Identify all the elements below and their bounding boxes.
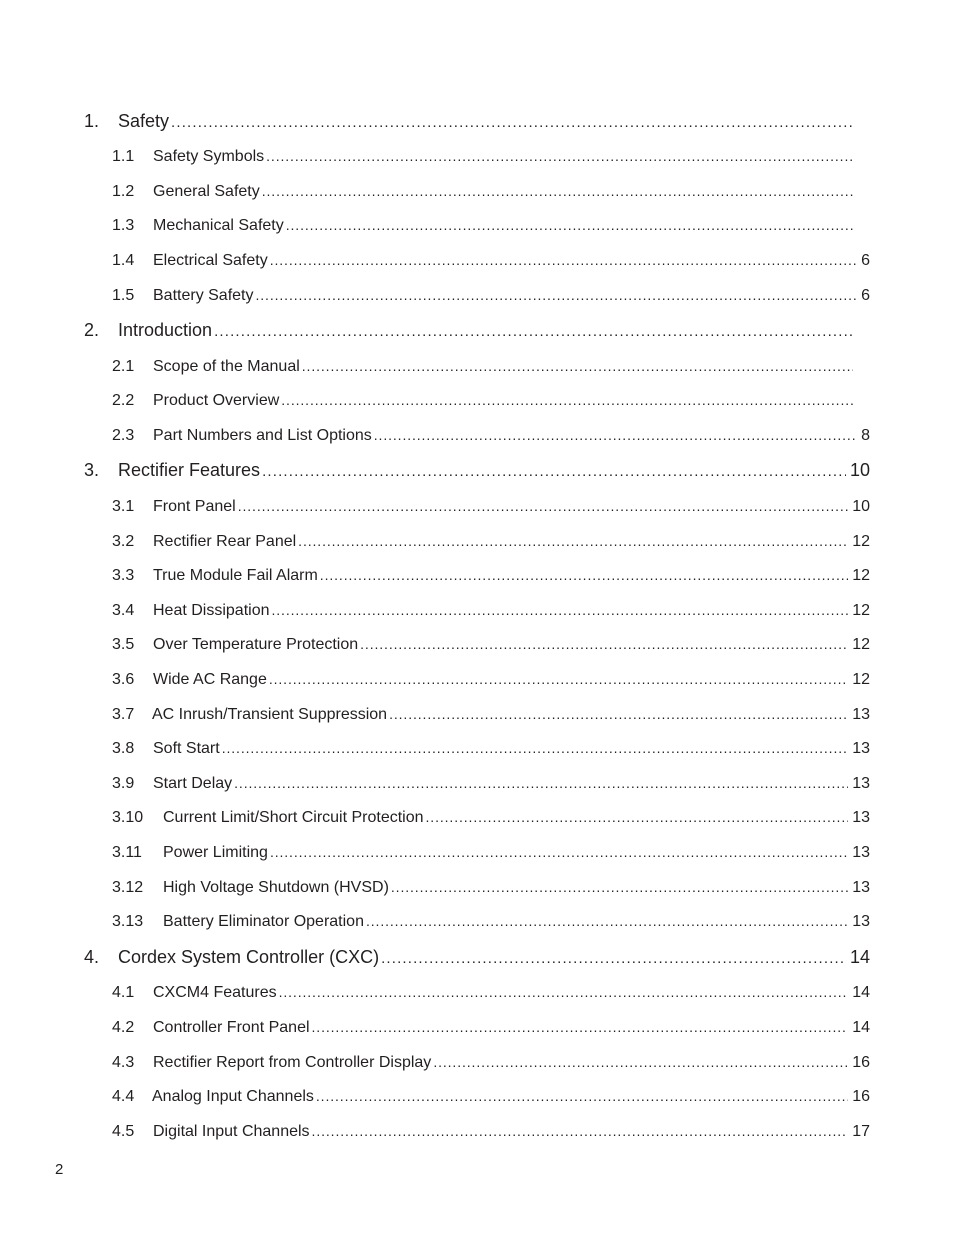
toc-entry-title: Digital Input Channels (153, 1123, 310, 1140)
toc-entry-number: 4. (84, 947, 100, 967)
toc-entry-page: 13 (852, 844, 870, 861)
toc-entry-1-5[interactable] (112, 283, 870, 307)
dot-leader (286, 213, 853, 237)
dot-leader (222, 736, 849, 760)
toc-entry-title: Introduction (118, 320, 213, 340)
toc-entry-title: Analog Input Channels (152, 1088, 314, 1105)
toc-entry-3-7[interactable] (112, 702, 870, 726)
toc-entry-title: Current Limit/Short Circuit Protection (163, 809, 424, 826)
toc-entry-page: 16 (852, 1088, 870, 1105)
dot-leader (302, 354, 853, 378)
toc-entry-page: 13 (852, 913, 870, 930)
dot-leader (234, 771, 848, 795)
toc-entry-number: 3.8 (112, 740, 135, 757)
toc-entry-3-6[interactable] (112, 667, 870, 691)
dot-leader (360, 632, 848, 656)
toc-entry-title: Cordex System Controller (CXC) (118, 947, 380, 967)
toc-entry-4[interactable] (84, 945, 870, 969)
toc-entry-page: 6 (861, 252, 870, 269)
toc-entry-number: 2.2 (112, 392, 135, 409)
dot-leader (366, 909, 848, 933)
toc-entry-number: 3.3 (112, 567, 135, 584)
toc-entry-title: Battery Safety (153, 287, 254, 304)
dot-leader (266, 144, 853, 168)
toc-entry-title: Product Overview (153, 392, 280, 409)
toc-entry-number: 4.4 (112, 1088, 135, 1105)
dot-leader (262, 460, 846, 484)
toc-entry-page: 13 (852, 740, 870, 757)
dot-leader (269, 667, 848, 691)
toc-entry-4-1[interactable] (112, 980, 870, 1004)
toc-entry-number: 3.10 (112, 809, 144, 826)
toc-entry-page: 14 (852, 984, 870, 1001)
toc-entry-number: 4.2 (112, 1019, 135, 1036)
dot-leader (256, 283, 858, 307)
dot-leader (389, 702, 848, 726)
toc-entry-number: 3.1 (112, 498, 135, 515)
toc-entry-title: Rectifier Report from Controller Display (153, 1054, 432, 1071)
toc-entry-number: 1.3 (112, 217, 135, 234)
toc-entry-number: 3.2 (112, 533, 135, 550)
toc-entry-title: Wide AC Range (153, 671, 267, 688)
dot-leader (279, 980, 849, 1004)
toc-entry-1-1[interactable] (112, 144, 857, 168)
toc-entry-page: 12 (852, 602, 870, 619)
toc-entry-2-1[interactable] (112, 354, 857, 378)
toc-entry-page: 12 (852, 567, 870, 584)
toc-entry-3-2[interactable] (112, 529, 870, 553)
toc-entry-title: Electrical Safety (153, 252, 268, 269)
toc-entry-number: 3.13 (112, 913, 144, 930)
toc-entry-page: 6 (861, 287, 870, 304)
toc-entry-3-1[interactable] (112, 494, 870, 518)
toc-entry-number: 1.5 (112, 287, 135, 304)
dot-leader (281, 388, 853, 412)
dot-leader (381, 947, 846, 971)
toc-entry-number: 3.7 (112, 706, 135, 723)
dot-leader (426, 805, 849, 829)
toc-entry-number: 4.1 (112, 984, 135, 1001)
toc-entry-3-9[interactable] (112, 771, 870, 795)
dot-leader (214, 320, 855, 344)
toc-entry-page: 12 (852, 636, 870, 653)
toc-entry-page: 12 (852, 671, 870, 688)
toc-entry-title: Soft Start (153, 740, 220, 757)
toc-entry-title: CXCM4 Features (153, 984, 277, 1001)
toc-entry-3-8[interactable] (112, 736, 870, 760)
dot-leader (238, 494, 848, 518)
toc-entry-title: Start Delay (153, 775, 233, 792)
dot-leader (312, 1015, 849, 1039)
toc-entry-page: 13 (852, 879, 870, 896)
toc-entry-title: Front Panel (153, 498, 236, 515)
dot-leader (262, 179, 853, 203)
toc-entry-title: Scope of the Manual (153, 358, 300, 375)
toc-entry-number: 2.1 (112, 358, 135, 375)
toc-entry-4-4[interactable] (112, 1084, 870, 1108)
toc-entry-3-4[interactable] (112, 598, 870, 622)
toc-entry-number: 3. (84, 460, 100, 480)
toc-entry-1[interactable] (84, 109, 859, 133)
toc-entry-4-2[interactable] (112, 1015, 870, 1039)
page-number: 2 (55, 1161, 64, 1178)
toc-entry-title: Mechanical Safety (153, 217, 284, 234)
dot-leader (270, 248, 857, 272)
toc-entry-number: 1.1 (112, 148, 135, 165)
toc-entry-page: 13 (852, 775, 870, 792)
dot-leader (272, 598, 849, 622)
toc-entry-title: Part Numbers and List Options (153, 427, 372, 444)
toc-entry-number: 3.11 (112, 844, 142, 861)
toc-entry-number: 3.9 (112, 775, 135, 792)
toc-entry-title: Controller Front Panel (153, 1019, 310, 1036)
toc-entry-number: 2.3 (112, 427, 135, 444)
toc-entry-3[interactable] (84, 458, 870, 482)
toc-entry-page: 17 (852, 1123, 870, 1140)
toc-entry-title: Over Temperature Protection (153, 636, 359, 653)
toc-entry-3-12[interactable] (112, 875, 870, 899)
toc-entry-3-3[interactable] (112, 563, 870, 587)
toc-entry-3-13[interactable] (112, 909, 870, 933)
toc-entry-number: 2. (84, 320, 100, 340)
dot-leader (433, 1050, 848, 1074)
dot-leader (391, 875, 848, 899)
toc-entry-3-11[interactable] (112, 840, 870, 864)
toc-entry-number: 3.5 (112, 636, 135, 653)
toc-entry-title: Heat Dissipation (153, 602, 270, 619)
toc-entry-title: Safety Symbols (153, 148, 265, 165)
toc-entry-page: 16 (852, 1054, 870, 1071)
dot-leader (270, 840, 848, 864)
dot-leader (312, 1119, 849, 1143)
toc-entry-1-3[interactable] (112, 213, 857, 237)
dot-leader (374, 423, 857, 447)
toc-entry-title: Safety (118, 111, 170, 131)
toc-entry-page: 13 (852, 809, 870, 826)
toc-entry-3-5[interactable] (112, 632, 870, 656)
toc-entry-2-3[interactable] (112, 423, 870, 447)
toc-entry-title: Rectifier Features (118, 460, 261, 480)
dot-leader (298, 529, 848, 553)
toc-entry-1-2[interactable] (112, 179, 857, 203)
toc-entry-title: Power Limiting (163, 844, 268, 861)
toc-entry-title: General Safety (153, 183, 260, 200)
toc-entry-1-4[interactable] (112, 248, 870, 272)
dot-leader (320, 563, 848, 587)
toc-entry-number: 3.4 (112, 602, 135, 619)
toc-entry-page: 13 (852, 706, 870, 723)
toc-entry-title: High Voltage Shutdown (HVSD) (163, 879, 389, 896)
toc-entry-number: 4.5 (112, 1123, 135, 1140)
toc-entry-4-3[interactable] (112, 1050, 870, 1074)
toc-entry-title: True Module Fail Alarm (153, 567, 318, 584)
toc-entry-number: 3.6 (112, 671, 135, 688)
toc-entry-number: 3.12 (112, 879, 144, 896)
toc-entry-number: 1.4 (112, 252, 135, 269)
toc-entry-page: 14 (849, 947, 870, 967)
toc-entry-number: 1.2 (112, 183, 135, 200)
dot-leader (316, 1084, 848, 1108)
toc-entry-2[interactable] (84, 318, 859, 342)
toc-entry-4-5[interactable] (112, 1119, 870, 1143)
toc-entry-title: Battery Eliminator Operation (163, 913, 364, 930)
toc-entry-page: 10 (852, 498, 870, 515)
toc-entry-page: 12 (852, 533, 870, 550)
toc-entry-page: 14 (852, 1019, 870, 1036)
toc-entry-2-2[interactable] (112, 388, 857, 412)
toc-entry-number: 1. (84, 111, 100, 131)
toc-entry-number: 4.3 (112, 1054, 135, 1071)
toc-entry-page: 10 (849, 460, 870, 480)
dot-leader (171, 111, 855, 135)
toc-entry-page: 8 (861, 427, 870, 444)
toc-entry-3-10[interactable] (112, 805, 870, 829)
toc-entry-title: AC Inrush/Transient Suppression (152, 706, 388, 723)
toc-entry-title: Rectifier Rear Panel (153, 533, 297, 550)
